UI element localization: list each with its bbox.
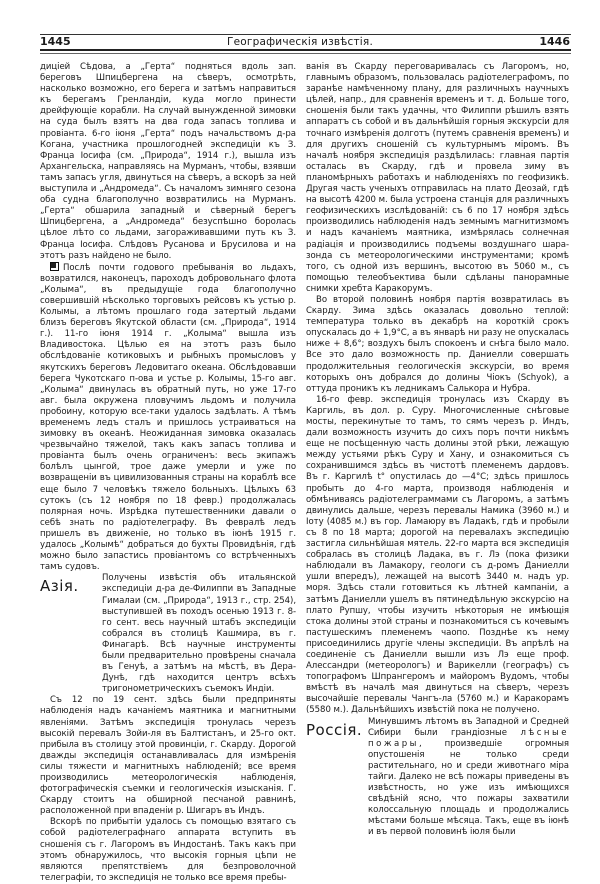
section-heading-russia: Россія. [306, 720, 363, 739]
right-column [306, 62, 569, 839]
paragraph [368, 717, 569, 839]
paragraph: ванія въ Скарду переговаривалась съ Лагоромъ, но, главнымъ образомъ, пользовалась радіотелеграфомъ, по заранѣе намѣченному плану, для различныхъ научныхъ цѣлей, напр., для сравненія временъ и т. д. Больше того, сношенія были такъ удачны, что Филиппи рѣшилъ взять аппаратъ съ собой и въ дальнѣйшія горныя экскурсіи для точнаго измѣренія долготъ (путемъ сравненія временъ) и для другихъ сношеній съ культурнымъ міромъ. Въ началѣ ноября экспедиція раздѣлилась: главная партія осталась въ Скарду, гдѣ и провела зиму въ планомѣрныхъ работахъ и наблюденіяхъ по геофизикѣ. Другая часть ученыхъ отправилась на плато Деозай, гдѣ на высотѣ 4200 м. была устроена станція для различныхъ геофизическихъ изслѣдованій: съ 6 по 17 ноября здѣсь производились наблюденія надъ земнымъ магнитизмомъ и надъ качаніемъ маятника, измѣрялась солнечная радіація и производились подъемы воздушнаго шара-зонда съ метеорологическими инструментами; кромѣ того, съ одной изъ вершинъ, высотою въ 5060 м., съ помощью телеобъектива были сдѣланы панорамные снимки хребта Каракорумъ. [306, 62, 569, 294]
paragraph-text: Минувшимъ лѣтомъ въ Западной и Средней Сибири были грандіозные [368, 716, 569, 738]
header-rule-bottom [40, 49, 571, 51]
section-heading-asia: Азія. [40, 577, 79, 596]
header-rule-bottom-thin [40, 53, 571, 54]
paragraph: 16-го февр. экспедиція тронулась изъ Скарду въ Каргиль, въ дол. р. Суру. Многочисленные снѣговые мосты, перекинутые то тамъ, то сямъ черезъ р. Индъ, дали возможность изучить до сихъ поръ почти никѣмъ еще не посѣщенную часть долины этой рѣки, лежащую между устьями рѣкъ Суру и Хану, и ознакомиться съ сохранившимся здѣсь въ чистотѣ племенемъ дардовъ. Въ г. Каргилѣ t° опустилась до —4°С; здѣсь пришлось пробыть до 4-го марта, производя наблюденія и обмѣниваясь радіотелеграммами съ Лагоромъ, а затѣмъ двинулись дальше, черезъ перевалы Намика (3960 м.) и Іоту (4085 м.) въ гор. Ламаюру въ Ладакѣ, гдѣ и пробыли съ 8 по 18 марта; дорогой на перевалахъ экспедицію застигла сильнѣйшая мятель. 22-го марта вся экспедиція собралась въ столицѣ Ладака, въ г. Лэ (пока физики наблюдали въ Ламакору, геологи съ д-ромъ Даниелли ушли впередъ), лежащей на высотѣ 3440 м. надъ ур. моря. Здѣсь стали готовиться къ лѣтней кампаніи, а затѣмъ Даниелли ушелъ въ пятинедѣльную экскурсію на плато Рупшу, чтобы изучить нѣкоторыя не имѣющія стока долины этой страны и познакомиться съ кочевымъ пастушескимъ племенемъ чаопо. Позднѣе къ нему присоединились другіе члены экспедиціи. Въ апрѣлѣ на соединеніе съ Даниелли вышли изъ Лэ еще проф. Алессандри (метеорологъ) и Варикелли (географъ) съ топографомъ Шпрангеромъ и майоромъ Вудомъ, чтобы вмѣстѣ въ началѣ мая двинуться на сѣверъ, черезъ высочайшіе перевалы Чангъ-ла (5760 м.) и Каракорамъ (5580 м.). Дальнѣйшихъ извѣстій пока не получено. [306, 394, 569, 716]
header-rule-top [40, 34, 571, 35]
section-asia [40, 573, 296, 695]
square-bullet-icon [50, 262, 59, 271]
page-number-right: 1446 [539, 35, 570, 48]
page-number-left: 1445 [40, 35, 71, 48]
section-russia [306, 717, 569, 839]
paragraph: Получены извѣстія объ итальянской экспедиціи д-ра де-Филиппи въ Западные Гималаи (см. „Природа“, 1913 г., стр. 254), выступившей въ походъ осенью 1913 г. 8-го сент. весь научный штабъ экспедиціи собрался въ столицѣ Кашмира, въ г. Финагарѣ. Всѣ научные инструменты были предварительно провѣрены сначала въ Генуѣ, а затѣмъ на мѣстѣ, въ Дера-Дунѣ, гдѣ находится центръ всѣхъ тригонометрическихъ съемокъ Индіи. [102, 573, 296, 695]
paragraph: Во второй половинѣ ноября партія возвратилась въ Скарду. Зима здѣсь оказалась довольно теплой: температура только въ декабрѣ на короткій срокъ опускалась до + 1,9°С, а въ январѣ ни разу не опускалась ниже + 8,6°; воздухъ былъ спокоенъ и снѣга было мало. Все это дало возможность пр. Даниелли совершать продолжительныя геологическія экскурсіи, во время которыхъ онъ добрался до долины Чіокъ (Schyok), а оттуда проникъ къ ледникамъ Салькора и Нубра. [306, 294, 569, 394]
paragraph-text: , произведшіе огромныя опустошенія не только среди растительнаго, но и среди животнаго міра тайги. Далеко не всѣ пожары приведены въ извѣстность, но уже изъ имѣющихся свѣдѣній ясно, что пожары захватили колоссальную площадь и продолжались мѣстами больше мѣсяца. Такъ, еще въ іюнѣ и въ первой половинѣ іюля были [368, 738, 569, 838]
paragraph: Съ 12 по 19 сент. здѣсь были предприняты наблюденія надъ качаніемъ маятника и магнитными явленіями. Затѣмъ экспедиція тронулась черезъ высокій перевалъ Зойи-ля въ Балтистанъ, и 25-го окт. прибыла въ столицу этой провинціи, г. Скарду. Дорогой дважды экспедиція останавливалась для измѣренія силы тяжести и магнитныхъ наблюденій; все время производились метеорологическія наблюденія, фотографическія съемки и геологическія изысканія. Г. Скарду стоитъ на обширной песчаной равнинѣ, расположенной при впаденіи р. Шигаръ въ Индъ. [40, 695, 296, 817]
left-column [40, 62, 296, 884]
emphasized-text: лѣсные пожары [368, 727, 569, 749]
paragraph: дицiей Сѣдова, а „Герта“ подняться вдоль зап. береговъ Шпицбергена на сѣверъ, осмотрѣть, насколько возможно, его берега и затѣмъ направиться къ берегамъ Гренландіи, куда могло принести дрейфующіе корабли. На случай вынужденной зимовки на суда былъ взятъ на два года запасъ топлива и провіанта. 6-го іюня „Герта“ подъ начальствомъ д-ра Когана, участника прошлогодней экспедиціи къ З. Франца Іосифа (см. „Природа“, 1914 г.), вышла изъ Архангельска, направляясь на Мурманъ, чтобы, взявши тамъ запасъ угля, двинуться на сѣверъ, а вскорѣ за ней выступила и „Андромеда“. Съ началомъ зимняго сезона оба судна благополучно возвратились на Мурманъ. „Герта“ обшарила западный и сѣверный берегъ Шпицбергена, а „Андромеда“ безуспѣшно боролась цѣлое лѣто со льдами, загораживавшими путь къ З. Франца Іосифа. Слѣдовъ Русанова и Брусилова и на этотъ разъ найдено не было. [40, 62, 296, 261]
paragraph-text: Послѣ почти годового пребыванія во льдахъ, возвратился, наконецъ, пароходъ добровольнаго флота „Колыма“, въ предыдущіе года благополучно совершившій нѣсколько торговыхъ рейсовъ къ устью р. Колымы, а лѣтомъ прошлаго года затертый льдами близъ береговъ Якутской области (см. „Природа“, 1914 г.). 11-го іюня 1914 г. „Колыма“ вышла изъ Владивостока. Цѣлью ея на этотъ разъ было обслѣдованіе котиковыхъ и рыбныхъ промысловъ у якутскихъ береговъ Ледовитаго океана. Обслѣдовавши берега Чукотскаго п-ова и устье р. Колымы, 15-го авг. „Колыма“ двинулась въ обратный путь, но уже 17-го авг. была окружена пловучимъ льдомъ и получила пробоину, которую все-таки удалось задѣлать. А тѣмъ временемъ ледъ сталъ и пришлось устраиваться на зимовку въ океанѣ. Неожиданная зимовка оказалась чрезвычайно тяжелой, такъ какъ запасъ топлива и провіанта былъ очень ограниченъ: весь экипажъ болѣлъ цынгой, трое даже умерли и уже по возвращеніи въ цивилизованныя страны на кораблѣ все еще было 7 человѣкъ тяжело больныхъ. Цѣлыхъ 63 сутокъ (съ 12 ноября по 18 февр.) продолжалась полярная ночь. Изрѣдка путешественники давали о себѣ знать по радіотелеграфу. Въ февралѣ ледъ пришелъ въ движеніе, но только въ іюнѣ 1915 г. удалось „Колымѣ“ добраться до бухты Провидѣнія, гдѣ можно было запастись провіантомъ со встрѣченныхъ тамъ судовъ. [40, 262, 296, 573]
paragraph: Вскорѣ по прибытіи удалось съ помощью взятаго съ собой радіотелеграфнаго аппарата вступить въ сношенія съ г. Лагоромъ въ Индостанѣ. Такъ какъ при этомъ обнаружилось, что высокія горныя цѣпи не являются препятствіемъ для безпроволочной телеграфіи, то экспедиція не только все время пребы- [40, 817, 296, 883]
paragraph-kolyma [40, 262, 296, 574]
running-title: Географическія извѣстія. [227, 36, 373, 48]
